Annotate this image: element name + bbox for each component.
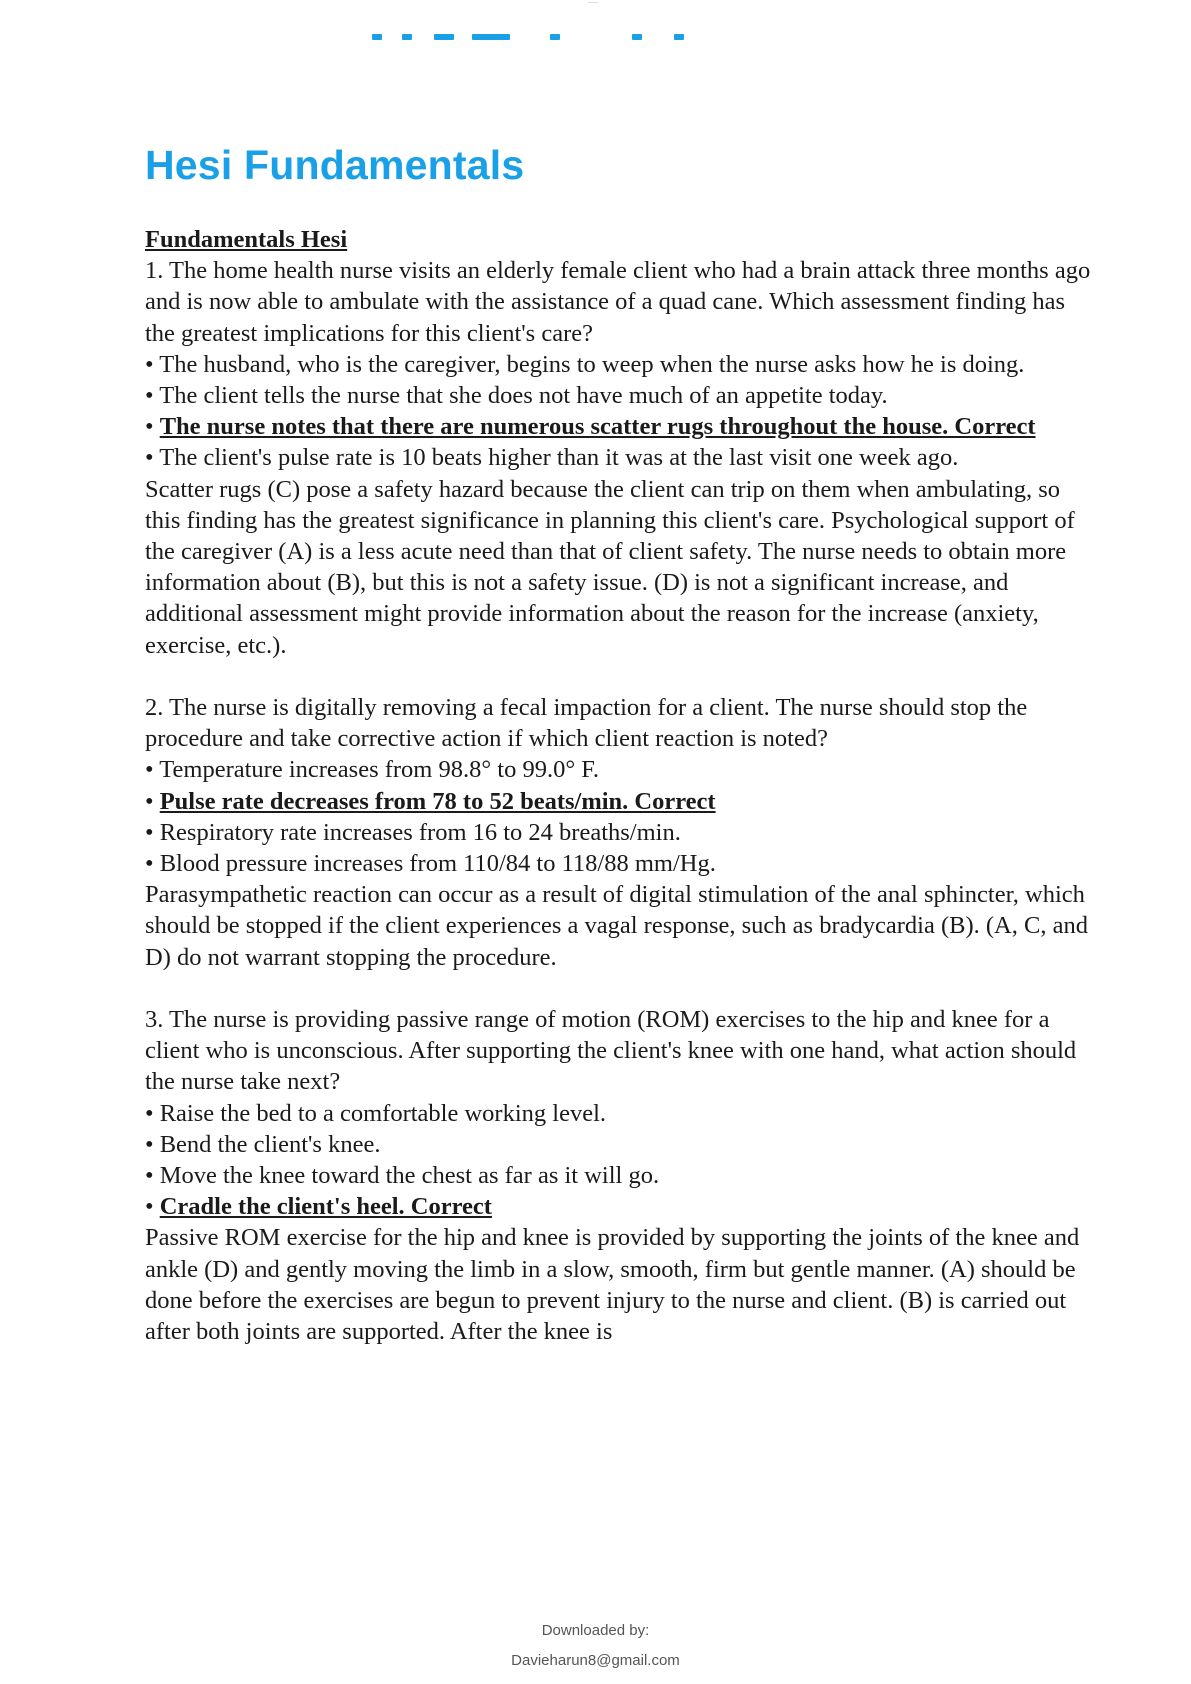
question-stem: 3. The nurse is providing passive range of motion (ROM) exercises to the hip and knee for a client who is unconscious. After supporting the client's knee with one hand, what action should the nurse take next? [145, 1006, 1077, 1096]
rationale: Scatter rugs (C) pose a safety hazard because the client can trip on them when ambulating, so this finding has the greatest significance in planning this client's care. Psychological support of the caregiver (A) is a less acute need than that of client safety. The nurse needs to obtain more information about (B), but this is not a safety issue. (D) is not a significant increase, and additional assessment might provide information about the reason for the increase (anxiety, exercise, etc.). [145, 475, 1075, 659]
top-mark: ------ [588, 0, 598, 4]
document-body [145, 224, 1095, 1347]
answer-option-b: • The client tells the nurse that she does not have much of an appetite today. [145, 382, 888, 410]
answer-option-b-correct: • Pulse rate decreases from 78 to 52 beats/min. Correct [145, 787, 716, 815]
answer-option-a: • The husband, who is the caregiver, begins to weep when the nurse asks how he is doing. [145, 350, 1025, 378]
answer-option-c-correct: • The nurse notes that there are numerous scatter rugs throughout the house. Correct [145, 413, 1036, 441]
answer-option-d-correct: • Cradle the client's heel. Correct [145, 1193, 492, 1221]
cropped-header-strip [372, 30, 732, 42]
question-stem: 1. The home health nurse visits an elderly female client who had a brain attack three months ago and is now able to ambulate with the assistance of a quad cane. Which assessment finding has the greatest implications for this client's care? [145, 257, 1091, 347]
document-title: Hesi Fundamentals [145, 142, 525, 188]
question-3 [145, 1004, 1095, 1347]
answer-option-a: • Temperature increases from 98.8° to 99.0° F. [145, 756, 600, 784]
answer-option-a: • Raise the bed to a comfortable working level. [145, 1099, 607, 1127]
section-heading: Fundamentals Hesi [145, 226, 348, 253]
spacer [145, 661, 1095, 692]
footer-downloaded-by: Downloaded by: [541, 1622, 650, 1639]
answer-option-c: • Respiratory rate increases from 16 to 24 breaths/min. [145, 818, 681, 846]
correct-answer: Pulse rate decreases from 78 to 52 beats/min. Correct [159, 787, 716, 815]
question-1 [145, 255, 1095, 661]
answer-option-d: • The client's pulse rate is 10 beats higher than it was at the last visit one week ago. [145, 444, 959, 472]
answer-option-d: • Blood pressure increases from 110/84 to 118/88 mm/Hg. [145, 850, 716, 878]
spacer [145, 973, 1095, 1004]
correct-answer: Cradle the client's heel. Correct [159, 1193, 492, 1221]
answer-option-c: • Move the knee toward the chest as far as it will go. [145, 1162, 660, 1190]
question-2 [145, 692, 1095, 973]
footer-email: Davieharun8@gmail.com [511, 1652, 680, 1669]
correct-answer: The nurse notes that there are numerous scatter rugs throughout the house. Correct [159, 413, 1036, 441]
rationale: Passive ROM exercise for the hip and knee is provided by supporting the joints of the knee and ankle (D) and gently moving the limb in a slow, smooth, firm but gentle manner. (A) should be done before the exercises are begun to prevent injury to the nurse and client. (B) is carried out after both joints are supported. After the knee is [145, 1224, 1080, 1346]
answer-option-b: • Bend the client's knee. [145, 1130, 381, 1158]
question-stem: 2. The nurse is digitally removing a fecal impaction for a client. The nurse should stop the procedure and take corrective action if which client reaction is noted? [145, 694, 1028, 753]
rationale: Parasympathetic reaction can occur as a result of digital stimulation of the anal sphincter, which should be stopped if the client experiences a vagal response, such as bradycardia (B). (A, C, and D) do not warrant stopping the procedure. [145, 881, 1088, 971]
